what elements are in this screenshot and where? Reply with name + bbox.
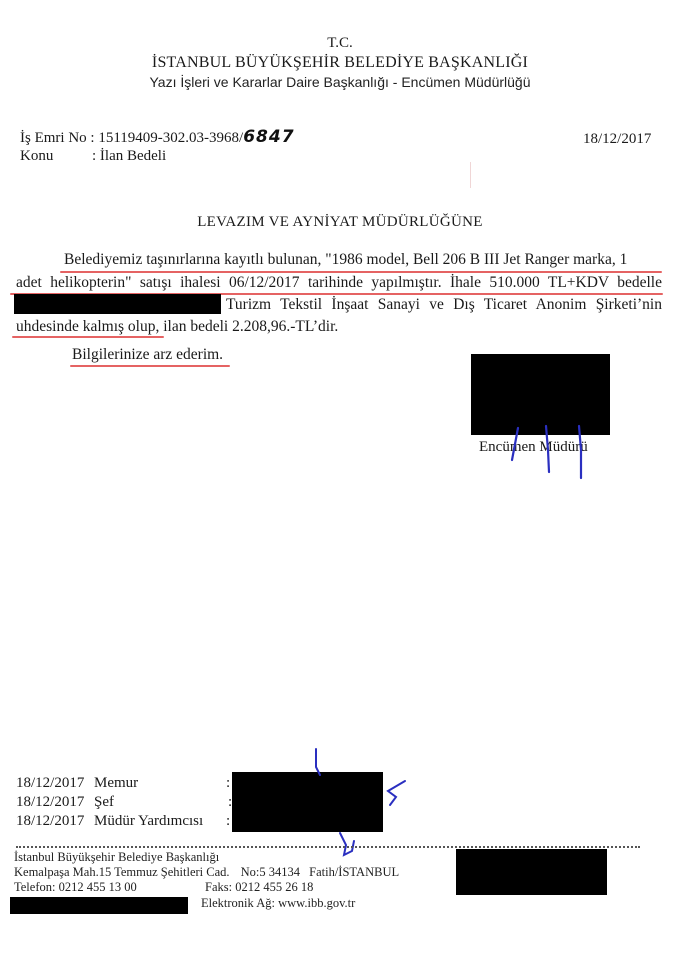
- footer-address: Kemalpaşa Mah.15 Temmuz Şehitleri Cad.: [14, 865, 230, 879]
- body-line-3: Turizm Tekstil İnşaat Sanayi ve Dış Ticaret Anonim Şirketi’nin: [226, 296, 662, 313]
- redacted-footer-info: [10, 897, 188, 914]
- approval-date: 18/12/2017: [16, 775, 85, 791]
- approval-sep: :: [226, 813, 231, 829]
- approval-row-memur: [16, 775, 138, 792]
- signatory-title: Encümen Müdürü: [479, 439, 588, 455]
- document-date: 18/12/2017: [583, 131, 652, 147]
- redacted-footer-block: [456, 849, 607, 895]
- approval-role: Şef: [94, 794, 114, 810]
- footer-org: İstanbul Büyükşehir Belediye Başkanlığı: [14, 850, 220, 864]
- konu-label: Konu: [20, 148, 54, 164]
- approval-row-sef: [16, 794, 114, 811]
- red-underline-3: [12, 336, 164, 338]
- approval-sep: :: [228, 794, 233, 810]
- approval-date: 18/12/2017: [16, 813, 85, 829]
- is-emri-handwritten-number: 6847: [243, 127, 295, 147]
- approval-date: 18/12/2017: [16, 794, 85, 810]
- closing-text: Bilgilerinize arz ederim.: [72, 346, 224, 363]
- footer-phone: Telefon: 0212 455 13 00: [14, 880, 137, 894]
- footer-address-no: No:5 34134: [240, 865, 301, 879]
- is-emri-value: : 15119409-302.03-3968/: [90, 130, 244, 146]
- body-line-2: adet helikopterin" satışı ihalesi 06/12/2017 tarihinde yapılmıştır. İhale 510.000 TL+KDV bedelle: [16, 274, 662, 291]
- header-institution: İSTANBUL BÜYÜKŞEHİR BELEDİYE BAŞKANLIĞI: [151, 54, 529, 71]
- pen-signature-strokes-icon: [450, 420, 630, 480]
- approval-role: Müdür Yardımcısı: [94, 813, 204, 829]
- footer-web: Elektronik Ağ: www.ibb.gov.tr: [201, 896, 356, 910]
- footer-separator: [16, 846, 640, 848]
- approval-sep: :: [226, 775, 231, 791]
- redacted-company-name: [14, 294, 221, 314]
- red-underline-closing: [70, 365, 230, 367]
- footer-fax: Faks: 0212 455 26 18: [205, 880, 314, 894]
- body-line-1: Belediyemiz taşınırlarına kayıtlı bulunan, "1986 model, Bell 206 B III Jet Ranger marka, 1: [64, 251, 628, 268]
- konu-row: [20, 148, 166, 165]
- recipient-title: LEVAZIM VE AYNİYAT MÜDÜRLÜĞÜNE: [197, 214, 483, 230]
- is-emri-label: İş Emri No: [20, 130, 87, 146]
- footer-address-row: [14, 865, 399, 880]
- body-line-4: uhdesinde kalmış olup, ilan bedeli 2.208,96.-TL’dir.: [16, 318, 339, 335]
- header-tc: T.C.: [327, 35, 353, 51]
- is-emri-row: [20, 127, 295, 147]
- header-department: Yazı İşleri ve Kararlar Daire Başkanlığı - Encümen Müdürlüğü: [149, 74, 531, 90]
- konu-value: : İlan Bedeli: [92, 148, 167, 164]
- footer-address-city: Fatih/İSTANBUL: [309, 865, 400, 879]
- faint-mark: [470, 162, 471, 188]
- approval-role: Memur: [94, 775, 139, 791]
- approval-row-mudur-yardimcisi: [16, 813, 203, 830]
